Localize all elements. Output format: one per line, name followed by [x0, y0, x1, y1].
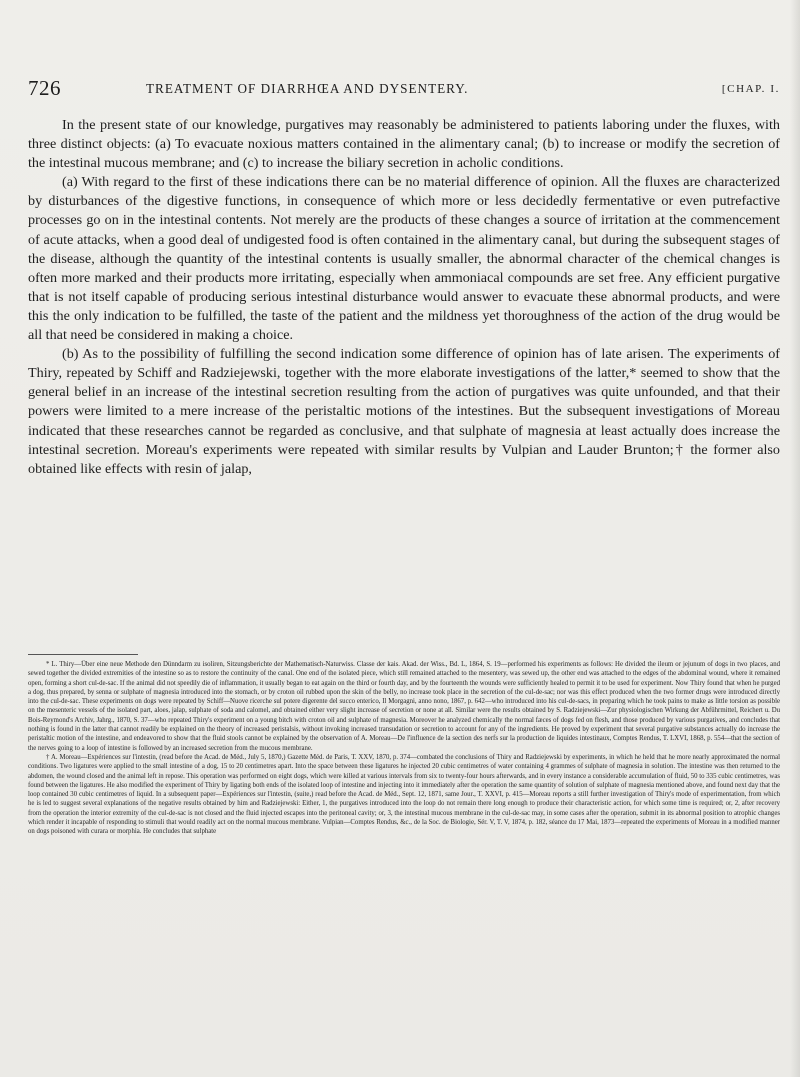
- chapter-reference: [CHAP. I.: [721, 83, 780, 95]
- page-edge-shadow: [790, 0, 800, 1077]
- footnote-moreau: † A. Moreau—Expériences sur l'intestin, (read before the Acad. de Méd., July 5, 1870,) Gazette Méd. de Paris, T. XXV, 1870, p. 374—combated the conclusions of Thiry and Radziejewski by experiments, in which he held that he more nearly approximated the normal conditions. Two ligatures were applied to the small intestine of a dog, 15 to 20 centimetres apart. Into the space between these ligatures he injected 20 cubic centimetres of water containing 4 grammes of sulphate of magnesia in solution. The intestine was then returned to the abdomen, the wound closed and the animal left in repose. This operation was performed on eight dogs, which were killed at various intervals from six to twenty-four hours afterwards, and in every instance a considerable accumulation of fluid, 50 to 335 cubic centimetres, was found between the ligatures. He also modified the experiment of Thiry by ligating both ends of the isolated loop of intestine and injecting into it immediately after the operation the same quantity of solution of sulphate of magnesia mentioned above, and found next day that the loop contained 30 cubic centimetres of liquid. In a subsequent paper—Expériences sur l'intestin, (suite,) read before the Acad. de Méd., Sept. 12, 1871, same Jour., T. XXVI, p. 415—Moreau reports a still further investigation of Thiry's mode of experimentation, from which he is led to suggest several explanations of the negative results obtained by him and Radziejewski: Either, 1, the purgatives introduced into the loop do not remain there long enough to produce their characteristic action, for which some time is required; or, 2, after recovery from the operation the interior extremity of the cul-de-sac is not closed and the fluid injected escapes into the peritoneal cavity; or, 3, the intestinal mucous membrane in the cul-de-sac may, in some cases after the operation, submit in its abnormal position to atrophic changes which render it incapable of responding to stimuli that would readily act on the normal mucous membrane. Vulpian—Comptes Rendus, &c., de la Soc. de Biologie, Sér. V, T. V, 1874, p. 182, séance du 17 Mai, 1873—repeated the experiments of Moreau in a modified manner on dogs poisoned with curara or morphia. He concludes that sulphate: [28, 753, 780, 836]
- footnote-divider: [28, 654, 138, 655]
- body-text: [28, 116, 780, 648]
- body-paragraph-b: (b) As to the possibility of fulfilling the second indication some difference of opinion has of late arisen. The experiments of Thiry, repeated by Schiff and Radziejewski, together with the more elaborate investigations of the latter,* seemed to show that the general belief in an increase of the intestinal secretion resulting from the action of purgatives was quite unfounded, and that their powers were limited to a mere increase of the peristaltic motions of the intestines. But the subsequent investigations of Moreau indicated that these researches cannot be regarded as conclusive, and that sulphate of magnesia at least actually does increase the intestinal secretion. Moreau's experiments were repeated with similar results by Vulpian and Lauder Brunton;† the former also obtained like effects with resin of jalap,: [28, 346, 780, 477]
- body-paragraph-a: (a) With regard to the first of these indications there can be no material difference of opinion. All the fluxes are characterized by disturbances of the digestive functions, in consequence of which more or less decidedly fermentative or even putrefactive processes go on in the intestinal contents. Not merely are the products of these changes a source of irritation at the commencement of acute attacks, when a good deal of undigested food is often contained in the alimentary canal, but during the subsequent stages of the disease, although the quantity of the intestinal contents is usually smaller, the abnormal character of the chemical changes is often more marked and their products more irritating, especially when ammoniacal compounds are set free. Any efficient purgative that is not itself capable of producing serious intestinal disturbance would answer to evacuate these abnormal products, and were this the only indication to be fulfilled, the taste of the patient and the mildness yet thoroughness of the action of the drug would be all that need be considered in making a choice.: [28, 174, 780, 344]
- running-title: TREATMENT OF DIARRHŒA AND DYSENTERY.: [146, 81, 469, 96]
- running-head: [28, 78, 780, 98]
- page-number: 726: [28, 76, 61, 100]
- footnotes: [28, 660, 780, 1060]
- footnote-thiry: * L. Thiry—Über eine neue Methode den Dünndarm zu isoliren, Sitzungsberichte der Mathematisch-Naturwiss. Classe der kais. Akad. der Wiss., Bd. L, 1864, S. 19—performed his experiments as follows: He divided the ileum or jejunum of dogs in two places, and sewed together the divided extremities of the intestine so as to restore the continuity of the canal. One end of the isolated piece, which still remained attached to the mesentery, was sewed up, the other end was attached to the edges of the abdominal wound, where it remained open, forming a short cul-de-sac. If the animal did not speedily die of inflammation, it usually began to eat again on the third or fourth day, and by the fourteenth the wounds were sufficiently healed to permit it to be used for experiment. Now Thiry found that when he purged a dog, thus prepared, by senna or sulphate of magnesia introduced into the stomach, or by croton oil rubbed upon the skin of the belly, no increase took place in the secretion of the cul-de-sac; nor was this effect produced when the two former drugs were introduced directly into the cul-de-sac. These experiments on dogs were repeated by Schiff—Nuove ricerche sul potere digerente del succo enterico, Il Morgagni, anno nono, 1867, p. 642—who introduced into his cul-de-sacs, in preparing which he took pains to make as little torsion as possible on the mesenteric vessels of the isolated part, aloes, jalap, sulphate of soda and calomel, and obtained either very slight increase of secretion or none at all. Similar were the results obtained by S. Radziejewski—Zur physiologischen Wirkung der Abführmittel, Reichert u. Du Bois-Reymond's Archiv, Jahrg., 1870, S. 37—who repeated Thiry's experiment on a young bitch with croton oil and sulphate of magnesia. Moreover he analyzed chemically the normal fæces of dogs fed on flesh, and those produced by various purgatives, and concludes that nothing is found in the latter that cannot readily be explained on the theory of increased peristalsis, without invoking increased transudation or secretion to account for any of the ingredients. He proved by experiment that several purgative substances actually do increase the peristaltic motion of the intestine, and endeavored to show that the fluid stools cannot be explained by the observation of A. Moreau—De l'influence de la section des nerfs sur la production de liquides intestinaux, Comptes Rendus, T. LXVI, 1868, p. 554—that the section of the nerves going to a loop of intestine is followed by an increased secretion from the mucous membrane.: [28, 661, 780, 752]
- body-paragraph-intro: In the present state of our knowledge, purgatives may reasonably be administered to patients laboring under the fluxes, with three distinct objects: (a) To evacuate noxious matters contained in the alimentary canal; (b) to increase or modify the secretion of the intestinal mucous membrane; and (c) to increase the biliary secretion in acholic conditions.: [28, 117, 780, 172]
